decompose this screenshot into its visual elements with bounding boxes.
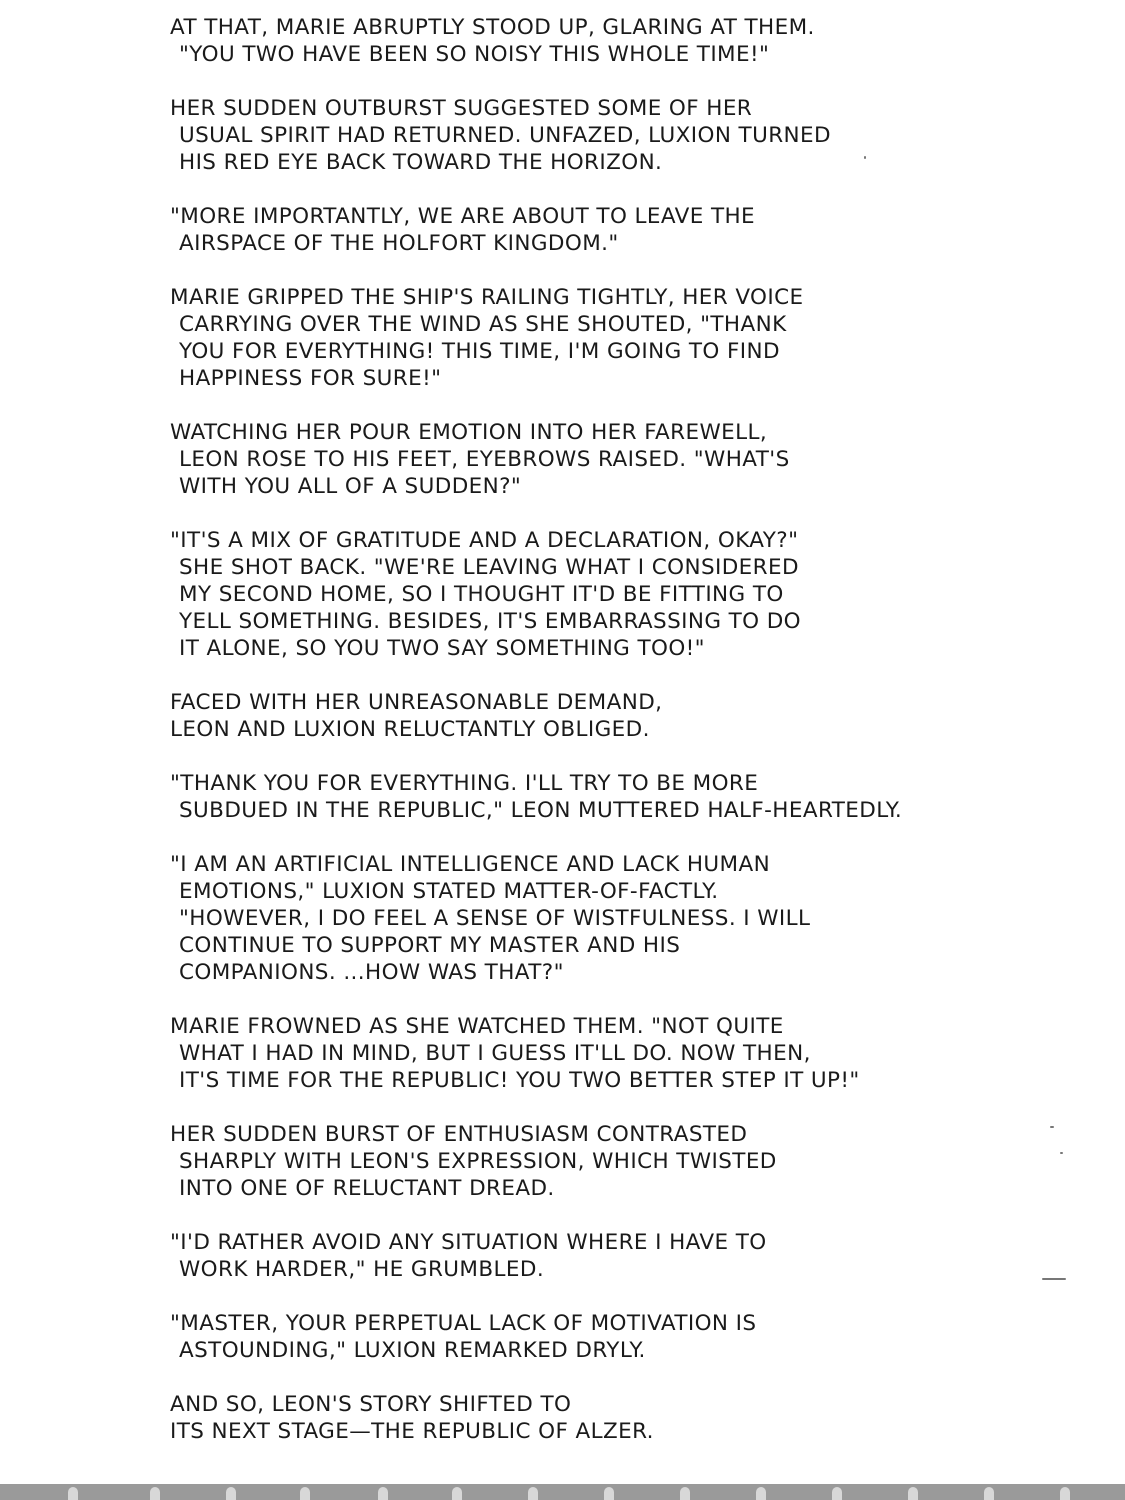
text-line: COMPANIONS. ...HOW WAS THAT?" — [179, 960, 564, 985]
text-line: INTO ONE OF RELUCTANT DREAD. — [179, 1176, 555, 1201]
band-mark — [378, 1487, 388, 1500]
scan-speck — [1050, 1126, 1054, 1128]
text-line: LEON ROSE TO HIS FEET, EYEBROWS RAISED. "WHAT'S — [179, 447, 790, 472]
paragraph — [170, 689, 970, 743]
text-line: WITH YOU ALL OF A SUDDEN?" — [179, 474, 522, 499]
paragraph — [170, 527, 970, 662]
text-line: USUAL SPIRIT HAD RETURNED. UNFAZED, LUXION TURNED — [179, 123, 831, 148]
text-line: LEON AND LUXION RELUCTANTLY OBLIGED. — [170, 717, 650, 742]
paragraph — [170, 851, 970, 986]
paragraph — [170, 1391, 970, 1445]
band-mark — [300, 1487, 310, 1500]
band-mark — [604, 1487, 614, 1500]
text-line: CARRYING OVER THE WIND AS SHE SHOUTED, "THANK — [179, 312, 787, 337]
text-line: "MORE IMPORTANTLY, WE ARE ABOUT TO LEAVE THE — [170, 204, 756, 229]
text-line: SHARPLY WITH LEON'S EXPRESSION, WHICH TWISTED — [179, 1149, 777, 1174]
paragraph — [170, 1310, 970, 1364]
text-line: "MASTER, YOUR PERPETUAL LACK OF MOTIVATION IS — [170, 1311, 757, 1336]
text-line: HIS RED EYE BACK TOWARD THE HORIZON. — [179, 150, 663, 175]
text-line: MARIE FROWNED AS SHE WATCHED THEM. "NOT QUITE — [170, 1014, 784, 1039]
text-line: MY SECOND HOME, SO I THOUGHT IT'D BE FITTING TO — [179, 582, 784, 607]
paragraph — [170, 419, 970, 500]
band-mark — [832, 1487, 842, 1500]
text-line: FACED WITH HER UNREASONABLE DEMAND, — [170, 690, 663, 715]
band-mark — [226, 1487, 236, 1500]
band-mark — [680, 1487, 690, 1500]
paragraph — [170, 1121, 970, 1202]
text-line: "I'D RATHER AVOID ANY SITUATION WHERE I HAVE TO — [170, 1230, 767, 1255]
band-mark — [1060, 1487, 1070, 1500]
paragraph — [170, 95, 970, 176]
text-line: IT'S TIME FOR THE REPUBLIC! YOU TWO BETTER STEP IT UP!" — [179, 1068, 860, 1093]
text-line: AND SO, LEON'S STORY SHIFTED TO — [170, 1392, 572, 1417]
paragraph — [170, 770, 970, 824]
paragraph — [170, 203, 970, 257]
scan-speck — [1060, 1152, 1063, 1154]
text-line: SHE SHOT BACK. "WE'RE LEAVING WHAT I CONSIDERED — [179, 555, 799, 580]
text-line: CONTINUE TO SUPPORT MY MASTER AND HIS — [179, 933, 681, 958]
text-line: WATCHING HER POUR EMOTION INTO HER FAREWELL, — [170, 420, 768, 445]
band-mark — [984, 1487, 994, 1500]
bottom-scan-band — [0, 1484, 1125, 1500]
paragraph — [170, 1229, 970, 1283]
text-line: WHAT I HAD IN MIND, BUT I GUESS IT'LL DO. NOW THEN, — [179, 1041, 811, 1066]
text-line: "I AM AN ARTIFICIAL INTELLIGENCE AND LACK HUMAN — [170, 852, 771, 877]
text-line: ITS NEXT STAGE—THE REPUBLIC OF ALZER. — [170, 1419, 654, 1444]
paragraph — [170, 284, 970, 392]
text-line: HER SUDDEN OUTBURST SUGGESTED SOME OF HER — [170, 96, 753, 121]
text-line: IT ALONE, SO YOU TWO SAY SOMETHING TOO!" — [179, 636, 705, 661]
text-line: SUBDUED IN THE REPUBLIC," LEON MUTTERED HALF-HEARTEDLY. — [179, 798, 903, 823]
text-line: YOU FOR EVERYTHING! THIS TIME, I'M GOING TO FIND — [179, 339, 780, 364]
band-mark — [452, 1487, 462, 1500]
text-line: "HOWEVER, I DO FEEL A SENSE OF WISTFULNESS. I WILL — [179, 906, 811, 931]
scan-speck — [864, 156, 866, 159]
text-line: WORK HARDER," HE GRUMBLED. — [179, 1257, 545, 1282]
band-mark — [528, 1487, 538, 1500]
paragraph — [170, 14, 970, 68]
text-line: AT THAT, MARIE ABRUPTLY STOOD UP, GLARING AT THEM. — [170, 15, 815, 40]
paragraph — [170, 1013, 970, 1094]
text-line: "THANK YOU FOR EVERYTHING. I'LL TRY TO BE MORE — [170, 771, 759, 796]
text-line: AIRSPACE OF THE HOLFORT KINGDOM." — [179, 231, 619, 256]
band-mark — [68, 1487, 78, 1500]
text-line: YELL SOMETHING. BESIDES, IT'S EMBARRASSING TO DO — [179, 609, 801, 634]
band-mark — [756, 1487, 766, 1500]
scan-speck — [1042, 1278, 1066, 1280]
text-line: HAPPINESS FOR SURE!" — [179, 366, 442, 391]
band-mark — [908, 1487, 918, 1500]
text-line: MARIE GRIPPED THE SHIP'S RAILING TIGHTLY, HER VOICE — [170, 285, 804, 310]
band-mark — [150, 1487, 160, 1500]
text-line: EMOTIONS," LUXION STATED MATTER-OF-FACTLY. — [179, 879, 719, 904]
text-line: "YOU TWO HAVE BEEN SO NOISY THIS WHOLE TIME!" — [179, 42, 770, 67]
text-line: ASTOUNDING," LUXION REMARKED DRYLY. — [179, 1338, 646, 1363]
text-column — [170, 14, 970, 1472]
text-line: HER SUDDEN BURST OF ENTHUSIASM CONTRASTED — [170, 1122, 748, 1147]
text-line: "IT'S A MIX OF GRATITUDE AND A DECLARATION, OKAY?" — [170, 528, 799, 553]
